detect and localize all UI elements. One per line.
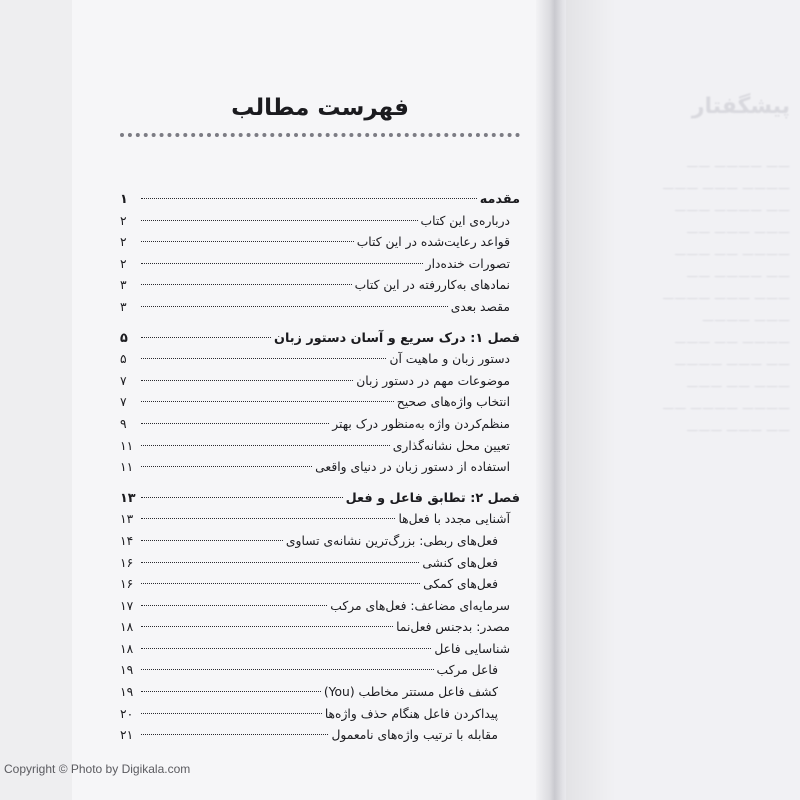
toc-page-number: ۱۶ <box>120 577 134 592</box>
faint-line: ——— ———— <box>702 313 790 327</box>
toc-entry-text: مقصد بعدی <box>450 299 510 314</box>
toc-chapter-row <box>120 328 520 350</box>
dot-leader <box>141 562 419 563</box>
toc-entry-text: فصل ۲: تطابق فاعل و فعل <box>345 490 520 506</box>
dot-leader <box>141 691 321 692</box>
toc-entry-row <box>120 531 520 553</box>
toc-entry-text: شناسایی فاعل <box>434 641 510 656</box>
faint-line: ———— —— ——— <box>674 247 790 261</box>
toc-page-number: ۲۰ <box>120 706 134 721</box>
dot-leader <box>141 626 393 627</box>
toc-entry-text: مقابله با ترتیب واژه‌های نامعمول <box>331 728 498 743</box>
toc-entry-row <box>120 704 520 726</box>
toc-entry-row <box>120 457 520 479</box>
toc-entry-text: فصل ۱: درک سریع و آسان دستور زبان <box>274 330 520 346</box>
toc-entry-text: آشنایی مجدد با فعل‌ها <box>398 512 510 527</box>
toc-entry-row <box>120 275 520 297</box>
toc-chapter-row <box>120 189 520 211</box>
dot-leader <box>141 713 322 714</box>
toc-entry-text: قواعد رعایت‌شده در این کتاب <box>356 235 510 250</box>
toc-entry-row <box>120 232 520 254</box>
toc-entry-row <box>120 436 520 458</box>
toc-entry-row <box>120 254 520 276</box>
faint-line: ——— ——— —— <box>686 225 790 239</box>
toc-page-number: ۵ <box>120 330 128 346</box>
toc-page-number: ۱۴ <box>120 533 134 548</box>
dot-leader <box>141 669 434 670</box>
dot-leader <box>141 337 271 338</box>
toc-entry-text: منظم‌کردن واژه به‌منظور درک بهتر <box>332 416 510 431</box>
dot-leader <box>141 263 423 264</box>
dot-leader <box>141 380 353 381</box>
faint-line: —— ———— —— <box>686 269 790 283</box>
toc-page-number: ۱۳ <box>120 490 136 506</box>
toc-page-number: ۵ <box>120 352 127 367</box>
toc-page-number: ۱۸ <box>120 620 134 635</box>
toc-entry-text: فعل‌های کنشی <box>422 555 498 570</box>
toc-page-number: ۱۷ <box>120 598 134 613</box>
dot-leader <box>141 358 386 359</box>
toc-entry-row <box>120 596 520 618</box>
toc-entry-text: نمادهای به‌کاررفته در این کتاب <box>354 278 510 293</box>
dot-leader <box>141 241 354 242</box>
faint-line: —— ———— ——— <box>674 203 790 217</box>
toc-entry-row <box>120 297 520 319</box>
toc-page-number: ۱۹ <box>120 663 134 678</box>
title-dotted-rule <box>120 133 520 137</box>
faint-line: ———— ———— —— <box>662 401 790 415</box>
toc-entry-row <box>120 371 520 393</box>
toc-page-number: ۱۳ <box>120 512 134 527</box>
toc-page-number: ۱۸ <box>120 641 134 656</box>
dot-leader <box>141 220 418 221</box>
dot-leader <box>141 648 431 649</box>
facing-page-title: پیشگفتار <box>691 94 790 119</box>
toc-page-number: ۲ <box>120 213 127 228</box>
toc-entry-text: فعل‌های ربطی: بزرگ‌ترین نشانه‌ی تساوی <box>285 533 498 548</box>
faint-line: ——— ——— ———— <box>662 291 790 305</box>
book-gutter <box>536 0 570 800</box>
toc-entry-row <box>120 392 520 414</box>
toc-list <box>120 189 520 747</box>
toc-entry-text: فعل‌های کمکی <box>423 577 498 592</box>
toc-entry-text: پیداکردن فاعل هنگام حذف واژه‌ها <box>324 706 498 721</box>
faint-line: —— ——— ———— <box>674 357 790 371</box>
toc-page-number: ۲ <box>120 235 127 250</box>
dot-leader <box>141 466 312 467</box>
toc-page-number: ۱ <box>120 192 128 207</box>
dot-leader <box>141 198 477 199</box>
toc-entry-row <box>120 211 520 233</box>
toc-page-number: ۳ <box>120 299 127 314</box>
toc-entry-text: تصورات خنده‌دار <box>425 256 510 271</box>
toc-entry-row <box>120 660 520 682</box>
copyright-notice: Copyright © Photo by Digikala.com <box>4 762 191 776</box>
dot-leader <box>141 306 448 307</box>
toc-page-number: ۱۶ <box>120 555 134 570</box>
toc-page-number: ۱۱ <box>120 438 134 453</box>
toc-page-number: ۲۱ <box>120 728 134 743</box>
dot-leader <box>141 583 420 584</box>
toc-entry-text: انتخاب واژه‌های صحیح <box>396 395 510 410</box>
toc-page-number: ۷ <box>120 373 127 388</box>
toc-entry-row <box>120 639 520 661</box>
toc-entry-text: درباره‌ی این کتاب <box>420 213 510 228</box>
toc-entry-text: استفاده از دستور زبان در دنیای واقعی <box>315 460 510 475</box>
faint-line: —— ——— ——— <box>686 423 790 437</box>
toc-page-number: ۹ <box>120 416 127 431</box>
toc-entry-text: کشف فاعل مستتر مخاطب (You) <box>323 685 498 700</box>
toc-entry-text: مصدر: بدجنس فعل‌نما <box>396 620 510 635</box>
toc-entry-text: تعیین محل نشانه‌گذاری <box>392 438 510 453</box>
toc-entry-row <box>120 725 520 747</box>
toc-entry-text: دستور زبان و ماهیت آن <box>389 352 510 367</box>
toc-entry-row <box>120 682 520 704</box>
toc-entry-text: فاعل مرکب <box>436 663 498 678</box>
dot-leader <box>141 518 395 519</box>
toc-entry-text: سرمایه‌ای مضاعف: فعل‌های مرکب <box>330 598 510 613</box>
dot-leader <box>141 734 328 735</box>
toc-page-number: ۷ <box>120 395 127 410</box>
toc-entry-text: موضوعات مهم در دستور زبان <box>356 373 510 388</box>
toc-entry-row <box>120 349 520 371</box>
dot-leader <box>141 497 343 498</box>
toc-entry-row <box>120 574 520 596</box>
toc-entry-row <box>120 617 520 639</box>
toc-page-number: ۱۹ <box>120 685 134 700</box>
dot-leader <box>141 605 327 606</box>
table-of-contents <box>120 95 520 747</box>
dot-leader <box>141 445 390 446</box>
toc-entry-text: مقدمه <box>479 192 520 207</box>
toc-page-number: ۲ <box>120 256 127 271</box>
toc-entry-row <box>120 509 520 531</box>
faint-facing-page-text <box>590 80 790 580</box>
faint-line: ——— —— ——— <box>686 379 790 393</box>
toc-entry-row <box>120 553 520 575</box>
toc-chapter-row <box>120 488 520 510</box>
background-margin <box>0 0 72 800</box>
faint-line: —— ———— —— <box>686 159 790 173</box>
dot-leader <box>141 401 394 402</box>
toc-title: فهرست مطالب <box>231 95 409 121</box>
toc-page-number: ۳ <box>120 278 127 293</box>
toc-entry-row <box>120 414 520 436</box>
faint-line: ———— ——— ——— <box>662 181 790 195</box>
dot-leader <box>141 284 352 285</box>
toc-page-number: ۱۱ <box>120 460 134 475</box>
dot-leader <box>141 540 283 541</box>
faint-line: ———— —— ——— <box>674 335 790 349</box>
dot-leader <box>141 423 329 424</box>
